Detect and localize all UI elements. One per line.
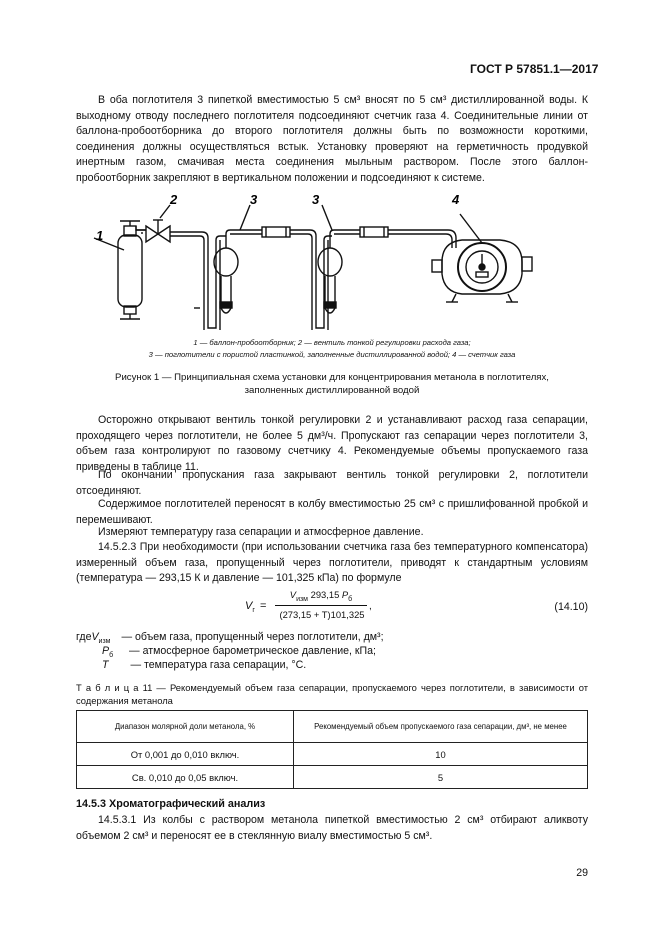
table-cell: 10 bbox=[294, 743, 588, 766]
formula-denominator: (273,15 + T)101,325 bbox=[279, 609, 365, 620]
label-2: 2 bbox=[170, 192, 178, 207]
where-row-2: $P_б$ — атмосферное барометрическое давление, кПа; bbox=[102, 645, 376, 660]
label-3a: 3 bbox=[250, 192, 258, 207]
table-header-row bbox=[77, 711, 588, 743]
absorber-1 bbox=[214, 248, 238, 276]
absorber-2 bbox=[318, 248, 342, 276]
table-cell: От 0,001 до 0,010 включ. bbox=[77, 743, 294, 766]
paragraph-1: В оба поглотителя 3 пипеткой вместимостью 5 см³ вносят по 5 см³ дистиллированной воды. К выходному отводу последнего поглотителя подсоединяют счетчик газа 4. Соединительные линии от баллона-пробоотборника до второго поглотителя должны быть по возможности короткими, соединения должны осуществляться встык. Установку проверяют на герметичность продувкой инертным газом, смачивая места соединения мыльным раствором. После этого баллон-пробоотборник закрепляют в вертикальном положении и подсоединяют к системе. bbox=[76, 94, 588, 184]
apparatus-diagram bbox=[90, 190, 560, 330]
formula-number: (14.10) bbox=[554, 601, 588, 613]
figure-legend-line-1: 1 — баллон-пробоотборник; 2 — вентиль тонкой регулировки расхода газа; bbox=[193, 338, 471, 347]
gas-meter bbox=[432, 214, 532, 302]
table-cell: Св. 0,010 до 0,05 включ. bbox=[77, 766, 294, 789]
figure-legend-line-2: 3 — поглотители с пористой пластинкой, заполненные дистиллированной водой; 4 — счетчик газа bbox=[148, 350, 516, 359]
formula-lhs: V bbox=[245, 600, 253, 612]
formula-trail: , bbox=[369, 601, 372, 612]
where-row-3: T — температура газа сепарации, °С. bbox=[102, 659, 307, 671]
figure-caption-line-1: Рисунок 1 — Принципиальная схема установки для концентрирования метанола в поглотителях, bbox=[115, 372, 549, 383]
formula-lhs-sub: г bbox=[252, 607, 255, 615]
where-row-1: гдеV$_{изм}$ — объем газа, пропущенный через поглотители, дм³; bbox=[76, 631, 384, 646]
label-1: 1 bbox=[96, 228, 104, 243]
formula-numerator: $V_{изм}$ 293,15 $P_б$ bbox=[289, 589, 353, 603]
label-4: 4 bbox=[452, 192, 460, 207]
doc-code: ГОСТ Р 57851.1—2017 bbox=[470, 62, 599, 76]
sampling-cylinder bbox=[118, 235, 142, 307]
section-heading: 14.5.3 Хроматографический анализ bbox=[76, 798, 266, 810]
paragraph-4: Содержимое поглотителей переносят в колбу вместимостью 25 см³ с пришлифованной пробкой и перемешивают. bbox=[76, 498, 588, 526]
table-header-range: Диапазон молярной доли метанола, % bbox=[77, 711, 294, 743]
paragraph-2: Осторожно открывают вентиль тонкой регулировки 2 и устанавливают расход газа сепарации, проходящего через поглотители, не более 5 дм³/ч. Пропускают газ сепарации через поглотители 3, объем газа контролируют по газовому счетчику 4. Рекомендуемые объемы пропускаемого газа приведены в таблице 11. bbox=[76, 414, 588, 473]
paragraph-6: 14.5.2.3 При необходимости (при использовании счетчика газа без температурного компенсатора) измеренный объем газа, пропущенный через поглотители, приводят к стандартным условиям (температура — 293,15 К и давление — 101,325 кПа) по формуле bbox=[76, 541, 588, 584]
paragraph-5: Измеряют температуру газа сепарации и атмосферное давление. bbox=[98, 526, 424, 538]
label-3b: 3 bbox=[312, 192, 320, 207]
table-row bbox=[77, 766, 588, 789]
table-header-volume: Рекомендуемый объем пропускаемого газа сепарации, дм³, не менее bbox=[294, 711, 588, 743]
fine-valve bbox=[146, 226, 158, 242]
table-cell: 5 bbox=[294, 766, 588, 789]
fraction-bar bbox=[275, 605, 367, 606]
formula-eq: = bbox=[259, 600, 267, 612]
figure-caption-line-2: заполненных дистиллированной водой bbox=[244, 385, 420, 396]
table-caption: Т а б л и ц а 11 — Рекомендуемый объем газа сепарации, пропускаемого через поглотители, в зависимости от содержания метанола bbox=[76, 682, 588, 706]
paragraph-3: По окончании пропускания газа закрывают вентиль тонкой регулировки 2, поглотители отсоединяют. bbox=[76, 469, 588, 497]
paragraph-7: 14.5.3.1 Из колбы с раствором метанола пипеткой вместимостью 2 см³ отбирают аликвоту объемом 2 см³ и переносят ее в стеклянную виалу вместимостью 5 см³. bbox=[76, 814, 588, 842]
page-number: 29 bbox=[576, 867, 588, 879]
table-row bbox=[77, 743, 588, 766]
where-lead: где bbox=[76, 631, 92, 643]
table-11 bbox=[76, 710, 588, 789]
formula-14-10 bbox=[245, 587, 575, 631]
